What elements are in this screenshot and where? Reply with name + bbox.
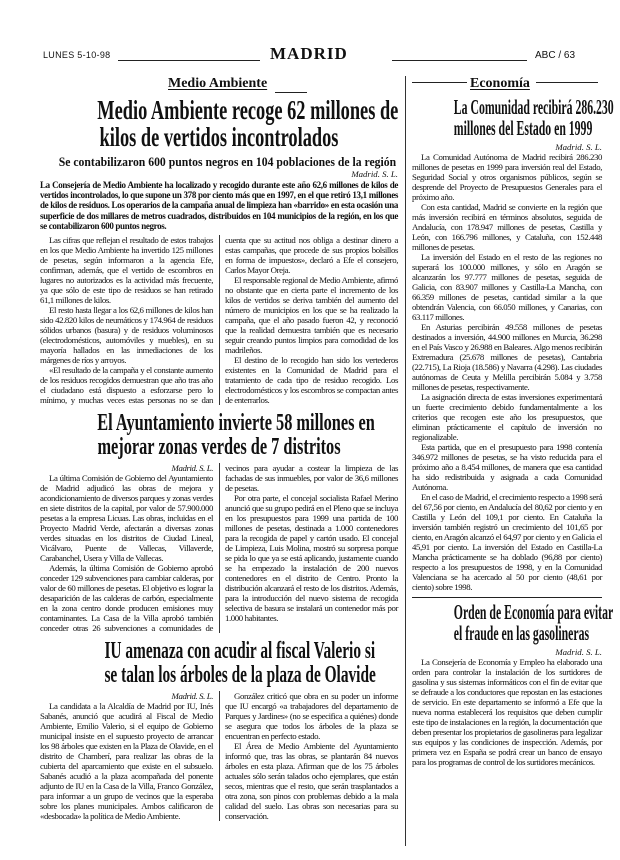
- section-rule: [275, 92, 307, 93]
- page-date: LUNES 5-10-98: [43, 50, 111, 60]
- page-number: ABC / 63: [535, 50, 576, 61]
- section-rule: [412, 82, 467, 83]
- article-body: Madrid. S. L. La última Comisión de Gobierno del Ayuntamiento de Madrid adjudicó las obras de mejora y acondicionamiento de diversos parques y zonas verdes en siete distritos de la capital, por valor de 57.900.000 pesetas a la empresa Licuas. Las obras, incluidas en el Proyecto Madrid Verde, afectarán a diversas zonas verdes situadas en los distritos de Ciudad Lineal, Vicálvaro, Puente de Vallecas, Villaverde, Carabanchel, Usera y Villa de Vallecas. Además, la última Comisión de Gobierno aprobó conceder 129 subvenciones para cambiar calderas, por valor de 60 millones de pesetas. El objetivo es lograr la desaparición de las calderas de carbón, especialmente en la zona centro donde producen emisiones muy contaminantes. La Casa de la Villa aprobó también conceder otras 26 subvenciones a comunidades de vecinos para ayudar a costear la limpieza de las fachadas de sus inmuebles, por valor de 36,6 millones de pesetas. Por otra parte, el concejal socialista Rafael Merino anunció que su grupo pedirá en el Pleno que se incluya en los presupuestos para 1999 una partida de 100 millones de pesetas, destinada a 1.000 contenedores para la recogida de papel y cartón usado. El concejal de Limpieza, Luis Molina, mostró su sorpresa porque se pida lo que ya se está aplicando, justamente cuando se ha empezado la instalación de 200 nuevos contenedores en el distrito de Centro. Pronto la distribución alcanzará el resto de los distritos. Además, para la introducción del nuevo sistema de recogida selectiva de basura se instalará un contenedor más por 1.000 habitantes.: [40, 463, 398, 634]
- byline: Madrid. S. L.: [171, 691, 213, 702]
- header-rule: [392, 60, 527, 61]
- article-body: La Consejería de Economía y Empleo ha elaborado una orden para controlar la instalación de los surtidores de gasolina y sus sistemas informáticos con el fin de evitar que se defraude a los conductores que repostan en las estaciones de servicio. En este departamento se informó a Efe que la nueva norma establecerá los requisitos que deben cumplir este tipo de instalaciones en la región, la documentación que deben presentar los propietarios de gasolineras para legalizar sus equipos y las condiciones de inspección. Además, por primera vez en España se podrá crear un banco de ensayo para los programas de control de los surtidores mecánicos.: [412, 657, 602, 767]
- headline-comunidad-estado: La Comunidad recibirá 286.230 millones del Estado en 1999: [453, 95, 614, 140]
- article-separator: [412, 597, 602, 598]
- byline: Madrid. S. L.: [555, 142, 602, 152]
- byline: Madrid. S. L.: [555, 647, 602, 657]
- headline-medio-ambiente: Medio Ambiente recoge 62 millones de kilos de vertidos incontrolados: [97, 95, 399, 152]
- headline-ayuntamiento: El Ayuntamiento invierte 58 millones en mejorar zonas verdes de 7 distritos: [97, 410, 375, 461]
- article-lead: La Consejería de Medio Ambiente ha localizado y recogido durante este año 62,6 millones de kilos de vertidos incontrolados, lo que supone un 378 por ciento más que en 1997, en el que retiró 13,1 millones de kilos de residuos. Los operarios de la campaña anual de limpieza han «barrido» en esta ocasión una superficie de dos millares de metros cuadrados, distribuidos en 104 municipios de la región, en los que se contabilizaron 600 puntos negros.: [40, 180, 398, 231]
- headline-iu-olavide: IU amenaza con acudir al fiscal Valerio si se talan los árboles de la plaza de Olavide: [104, 638, 376, 689]
- header-rule: [118, 60, 260, 61]
- right-column: [412, 95, 614, 767]
- headline-fraude-gasolineras: Orden de Economía para evitar el fraude en las gasolineras: [453, 600, 614, 645]
- subheadline: Se contabilizaron 600 puntos negros en 104 poblaciones de la región: [58, 154, 397, 169]
- section-heading-economia: Economía: [470, 76, 530, 91]
- byline: Madrid. S. L.: [351, 169, 398, 179]
- article-body: La Comunidad Autónoma de Madrid recibirá 286.230 millones de pesetas en 1999 para inversión real del Estado, Seguridad Social y otros organismos públicos, según se desprende del Proyecto de Presupuestos Generales para el próximo año. Con esta cantidad, Madrid se convierte en la región que más inversión recibirá en términos absolutos, seguida de Andalucía, con 178.947 millones de pesetas, Castilla y León, con 166.796 millones, y Cataluña, con 152.448 millones de pesetas. La inversión del Estado en el resto de las regiones no superará los 100.000 millones, y sólo en Aragón se alcanzarán los 97.777 millones de pesetas, seguida de Galicia, con 83.907 millones y Castilla-La Mancha, con 66.359 millones de pesetas, cantidad similar a la que obtendrán Valencia, con 66.050 millones, y Canarias, con 63.117 millones. En Asturias percibirán 49.558 millones de pesetas destinados a inversión, 44.900 millones en Murcia, 36.298 en el País Vasco y 26.988 en Baleares. Algo menos recibirán Extremadura (25.678 millones de pesetas), Cantabria (22.715), La Rioja (18.586) y Navarra (4.298). Las ciudades autónomas de Ceuta y Melilla percibirán 5.084 y 3.758 millones de pesetas, respectivamente. La asignación directa de estas inversiones experimentará un fuerte crecimiento debido fundamentalmente a los criterios que recogen este año los presupuestos, que eliminan prácticamente el capítulo de inversión no regionalizable. Esta partida, que en el presupuesto para 1998 contenía 346.972 millones de pesetas, se ha visto reducida para el próximo año a 8.454 millones, de manera que esa cantidad ha sido redistribuida y asignada a cada Comunidad Autónoma. En el caso de Madrid, el crecimiento respecto a 1998 será del 67,56 por ciento, en Andalucía del 80,62 por ciento y en Castilla y León del 109,1 por ciento. En Cataluña la inversión también registró un crecimiento del 101,65 por ciento, en Aragón alcanzó el 64,97 por ciento y en Galicia el 45,91 por ciento. La inversión del Estado en Castilla-La Mancha prácticamente se ha doblado (96,88 por ciento) respecto a los presupuestos de 1998, y en la Comunidad Valenciana se ha acercado al 50 por ciento (48,61 por ciento) sobre 1998.: [412, 152, 602, 592]
- article-body: Las cifras que reflejan el resultado de estos trabajos en los que Medio Ambiente ha invertido 125 millones de pesetas, según informaron a la agencia Efe, confirman, además, que el vertido de escombros en lugares no autorizados es la actividad más frecuente, ya que sólo de este tipo de residuos se han retirado 61,1 millones de kilos. El resto hasta llegar a los 62,6 millones de kilos han sido 42.820 kilos de neumáticos y 174.964 de residuos sólidos urbanos (basura) y de residuos voluminosos (electrodomésticos, automóviles y muebles), en su mayoría hallados en las inmediaciones de los márgenes de ríos y arroyos. «El resultado de la campaña y el constante aumento de los residuos recogidos demuestran que año tras año el ciudadano está dispuesto a esforzarse pero lo mínimo, y muchas veces estas personas no se dan cuenta que su actitud nos obliga a destinar dinero a estas campañas, que procede de sus propios bolsillos en forma de impuestos», declaró a Efe el consejero, Carlos Mayor Oreja. El responsable regional de Medio Ambiente, afirmó no obstante que en cierta parte el incremento de los kilos de vertidos se deriva también del aumento del número de municipios en los que se ha realizado la campaña, que el año pasado fueron 42, y reconoció que la realidad demuestra también que es necesario seguir creando puntos limpios para comodidad de los madrileños. El destino de lo recogido han sido los vertederos existentes en la Comunidad de Madrid para el tratamiento de cada tipo de residuo recogido. Los electrodomésticos y los escombros se compactan antes de enterrarlos.: [40, 235, 398, 406]
- page-section-title: MADRID: [270, 44, 348, 63]
- left-column: [40, 97, 398, 821]
- section-heading-medio-ambiente: Medio Ambiente: [168, 76, 268, 91]
- article-body: Madrid. S. L. La candidata a la Alcaldía de Madrid por IU, Inés Sabanés, anunció que acudirá al Fiscal de Medio Ambiente, Emilio Valerio, si el equipo de Gobierno municipal insiste en el supuesto proyecto de arrancar los 98 árboles que existen en la Plaza de Olavide, en el distrito de Chamberí, para realizar las obras de la cubierta del aparcamiento que existe en el subsuelo. Sabanés acudió a la plaza acompañada del ponente adjunto de IU en la Casa de la Villa, Franco González, para informar a un grupo de vecinos que la esperaba sobre los planes municipales. Ambos calificaron de «desbocada» la política de Medio Ambiente. González criticó que obra en su poder un informe que IU encargó «a trabajadores del departamento de Parques y Jardines» (no se especifica a quiénes) donde se asegura que todos los árboles de la plaza se encuentran en perfecto estado. El Área de Medio Ambiente del Ayuntamiento informó que, tras las obras, se plantarán 84 nuevos árboles en esta plaza. Afirman que de los 75 árboles actuales sólo serán talados ocho ejemplares, que están secos, mientras que el resto, que serán trasplantados a otra zona, son pinos con problemas debido a la mala calidad del suelo. Las obras son necesarias para su conservación.: [40, 691, 398, 822]
- section-rule: [536, 82, 598, 83]
- byline: Madrid. S. L.: [171, 463, 213, 474]
- column-divider: [405, 76, 406, 846]
